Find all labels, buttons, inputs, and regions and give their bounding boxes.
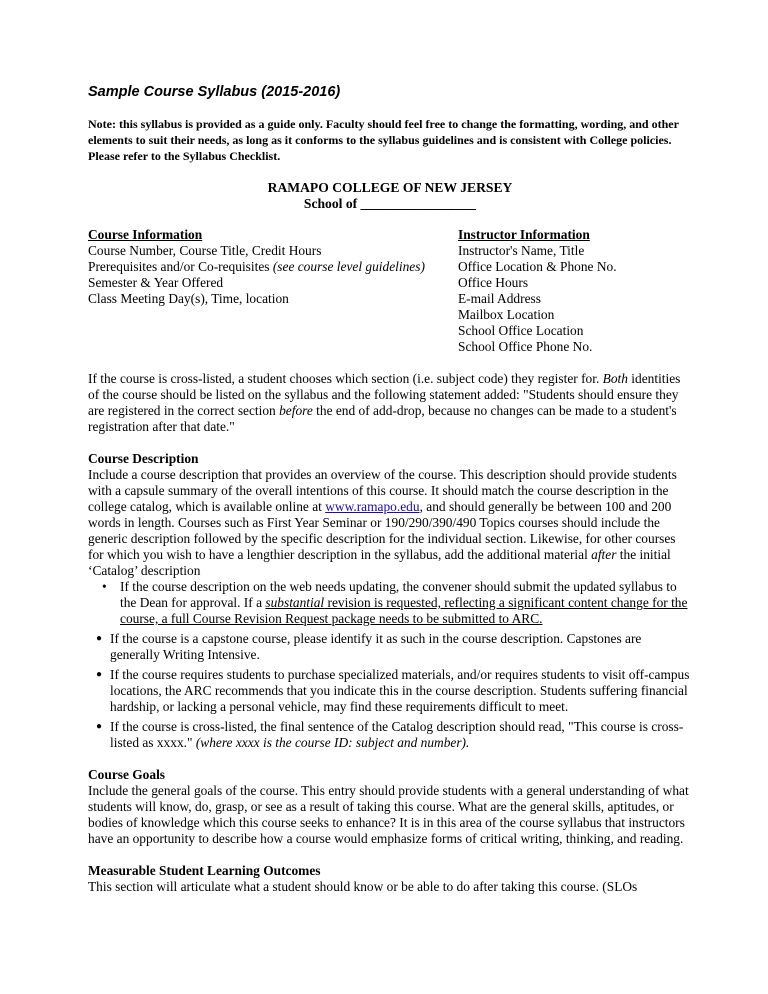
prereq-text: Prerequisites and/or Co-requisites	[88, 259, 273, 274]
syllabus-page	[88, 84, 692, 911]
text: If the course requires students to purchase specialized materials, and/or requires students to visit off-campus locations, the ARC recommends that you indicate this in the course description. Students suffering financial hardship, or lacking a personal vehicle, may find these requirements difficult to meet.	[110, 667, 690, 714]
course-description-text	[88, 467, 692, 579]
text: , and should generally be between 100 and 200 words in length. Courses such as First Year Seminar or 190/290/390/490 Topics courses should include the generic description followed by the specific description for the individual section. Likewise, for other courses for which you wish to have a lengthier description in the syllabus, add the additional material	[88, 499, 676, 562]
emphasis: (where xxxx is the course ID: subject and number).	[195, 735, 470, 750]
document-title: Sample Course Syllabus (2015-2016)	[88, 84, 341, 100]
underlined-text: revision is requested, reflecting a significant content change for the course, a full Course Revision Request package needs to be submitted to ARC.	[120, 595, 688, 626]
emphasis: before	[279, 403, 313, 418]
instructor-info-heading: Instructor Information	[458, 227, 590, 242]
text: If the course is cross-listed, a student chooses which section (i.e. subject code) they register for.	[88, 371, 603, 386]
course-goals-text: Include the general goals of the course. This entry should provide students with a general understanding of what students will know, do, grasp, or see as a result of taking this course. What are the general skills, aptitudes, or bodies of knowledge which this course seeks to enhance? It is in this area of the course syllabus that instructors have an opportunity to describe how a course would emphasize forms of critical writing, thinking, and reading.	[88, 783, 689, 846]
instructor-info-line: School Office Phone No.	[458, 339, 593, 354]
school-line: School of _________________	[303, 196, 477, 211]
text: If the course description on the web needs updating, the convener should submit the updated syllabus to the Dean for approval. If a	[120, 579, 677, 610]
bullet-icon: ●	[96, 721, 103, 732]
course-info-line: Class Meeting Day(s), Time, location	[88, 291, 289, 306]
description-bullets	[88, 579, 692, 751]
instructor-info-line: Office Location & Phone No.	[458, 259, 617, 274]
slo-heading: Measurable Student Learning Outcomes	[88, 863, 321, 878]
list-item	[88, 631, 692, 663]
list-item	[88, 667, 692, 715]
instructor-info-line: E-mail Address	[458, 291, 541, 306]
instructor-information	[458, 227, 692, 355]
list-item	[88, 579, 692, 627]
crosslist-paragraph	[88, 371, 692, 435]
college-name: RAMAPO COLLEGE OF NEW JERSEY	[267, 180, 513, 195]
course-info-heading: Course Information	[88, 227, 203, 242]
info-columns	[88, 227, 692, 355]
text: the end of add-drop, because no changes can be made to a student's registration after that date."	[88, 403, 677, 434]
instructor-info-line: Mailbox Location	[458, 307, 555, 322]
course-goals-heading: Course Goals	[88, 767, 165, 782]
course-description-heading: Course Description	[88, 451, 199, 466]
bullet-icon: ●	[96, 633, 103, 644]
slo-text: This section will articulate what a student should know or be able to do after taking this course. (SLOs	[88, 879, 638, 894]
text: identities of the course should be listed on the syllabus and the following statement added: "Students should ensure they are registered in the correct section	[88, 371, 681, 418]
emphasis: after	[591, 547, 617, 562]
text: If the course is cross-listed, the final sentence of the Catalog description should read, "This course is cross-listed as xxxx."	[110, 719, 684, 750]
ramapo-link[interactable]: www.ramapo.edu	[325, 499, 420, 514]
instructor-info-line: Instructor's Name, Title	[458, 243, 585, 258]
instructor-info-line: Office Hours	[458, 275, 529, 290]
college-header	[88, 180, 692, 212]
course-info-line: Course Number, Course Title, Credit Hours	[88, 243, 322, 258]
text: Include a course description that provides an overview of the course. This description should provide students with a capsule summary of the overall intentions of this course. It should match the course description in the college catalog, which is available online at	[88, 467, 677, 514]
emphasis: Both	[602, 371, 628, 386]
bullet-icon: ●	[96, 669, 103, 680]
list-item	[88, 719, 692, 751]
emphasis: substantial	[265, 595, 325, 610]
text: If the course is a capstone course, please identify it as such in the course description. Capstones are generally Writing Intensive.	[110, 631, 642, 662]
course-info-line: Semester & Year Offered	[88, 275, 224, 290]
bullet-icon: •	[102, 579, 107, 594]
guide-note: Note: this syllabus is provided as a guide only. Faculty should feel free to change the formatting, wording, and other elements to suit their needs, as long as it conforms to the syllabus guidelines and is consistent with College policies. Please refer to the Syllabus Checklist.	[88, 117, 679, 163]
instructor-info-line: School Office Location	[458, 323, 584, 338]
course-information	[88, 227, 458, 355]
text: the initial ‘Catalog’ description	[88, 547, 671, 578]
prereq-note: (see course level guidelines)	[272, 259, 425, 274]
course-info-line	[88, 259, 458, 275]
